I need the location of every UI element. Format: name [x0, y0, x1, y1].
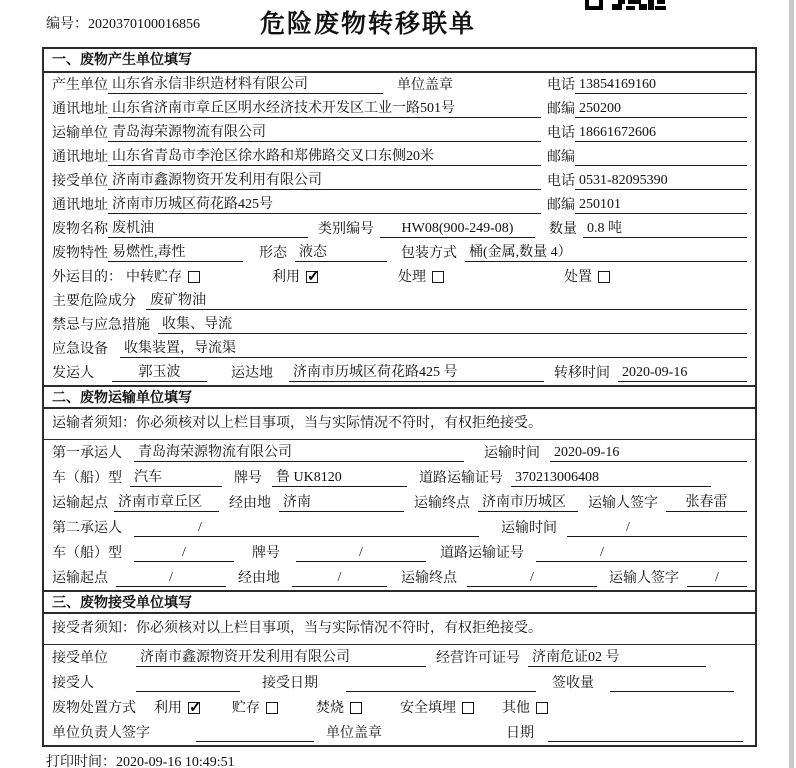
- section3-header: 三、废物接受单位填写: [44, 590, 755, 614]
- receiver-zip-value: 250101: [575, 197, 747, 214]
- carrier-sign-label: 运输人签字: [588, 496, 658, 511]
- transfer-storage-checkbox: [188, 271, 200, 283]
- packaging-label: 包装方式: [401, 246, 457, 261]
- disposal-storage-checkbox: [266, 702, 278, 714]
- vehicle-type-label: 车（船）型: [52, 546, 122, 561]
- plate-label: 牌号: [234, 471, 262, 486]
- second-carrier-label: 第二承运人: [52, 521, 122, 536]
- category-value: HW08(900-249-08): [380, 221, 535, 238]
- disposal-option-landfill: [362, 697, 474, 717]
- license-value: 济南危证02 号: [528, 646, 706, 667]
- category-label: 类别编号: [318, 222, 374, 237]
- serial-number: 2020370100016856: [88, 17, 200, 32]
- carrier-sign-label: 运输人签字: [609, 571, 679, 586]
- disposal-option-label: 贮存: [232, 701, 260, 716]
- transfer-time-value: 2020-09-16: [618, 365, 747, 382]
- receiver-phone-value: 0531-82095390: [575, 173, 747, 190]
- utilize-checkbox: [306, 271, 318, 283]
- qr-code-partial: [585, 0, 669, 11]
- transporter-notice: 运输者须知：你必须核对以上栏目事项，当与实际情况不符时，有权拒绝接受。: [44, 409, 755, 440]
- row-disposal-method: [44, 695, 755, 720]
- first-carrier-time-value: 2020-09-16: [550, 445, 747, 462]
- manifest-form: [42, 47, 757, 747]
- disposal-incinerate-checkbox: [350, 702, 362, 714]
- producer-label: 产生单位: [52, 78, 108, 93]
- road-permit-label: 道路运输证号: [440, 546, 524, 561]
- carrier-sign-value: 张春雷: [666, 491, 747, 512]
- phone-label: 电话: [547, 78, 575, 93]
- second-carrier-value: /: [134, 520, 479, 537]
- transport-time-label: 运输时间: [501, 521, 557, 536]
- end-label: 运输终点: [414, 496, 470, 511]
- received-qty-value: [610, 675, 734, 692]
- date-value: [548, 725, 743, 742]
- row-hazard-components: [44, 289, 755, 313]
- plate-label: 牌号: [252, 546, 280, 561]
- row-emergency-equipment: [44, 337, 755, 361]
- section1-header: 一、废物产生单位填写: [44, 49, 755, 73]
- accept-unit-label: 接受单位: [52, 651, 108, 666]
- acceptor-label: 接受人: [52, 676, 94, 691]
- seal-label: 单位盖章: [397, 78, 453, 93]
- shipper-value: 郭玉波: [112, 361, 207, 382]
- row-transporter: [44, 121, 755, 145]
- address-label: 通讯地址: [52, 150, 108, 165]
- row-responsible-sign: [44, 720, 755, 745]
- via-value: 济南: [279, 491, 404, 512]
- purpose-option-label: 处理: [398, 270, 426, 285]
- producer-value: 山东省永信非织造材料有限公司: [108, 73, 383, 94]
- row-producer-address: [44, 97, 755, 121]
- waste-name-value: 废机油: [108, 217, 308, 238]
- quantity-value: 0.8 吨: [583, 217, 747, 238]
- row-route-2: [44, 565, 755, 590]
- row-route-1: [44, 490, 755, 515]
- road-permit-label: 道路运输证号: [419, 471, 503, 486]
- disposal-option-label: 焚烧: [316, 701, 344, 716]
- plate-value-2: /: [296, 545, 426, 562]
- transporter-address-value: 山东省青岛市李沧区徐水路和郑佛路交叉口东侧20米: [108, 145, 541, 166]
- shipper-label: 发运人: [52, 366, 94, 381]
- print-time-label: 打印时间：: [46, 755, 116, 768]
- transporter-label: 运输单位: [52, 126, 108, 141]
- address-label: 通讯地址: [52, 198, 108, 213]
- accept-date-value: [346, 675, 536, 692]
- date-label: 日期: [506, 726, 534, 741]
- print-time-line: [46, 751, 235, 768]
- second-carrier-time-value: /: [567, 520, 747, 537]
- purpose-option-label: 中转贮存: [126, 270, 182, 285]
- serial-label: 编号：: [46, 17, 88, 32]
- disposal-option-label: 利用: [154, 701, 182, 716]
- received-qty-label: 签收量: [552, 676, 594, 691]
- disposal-option-incinerate: [278, 697, 362, 717]
- unit-seal-label: 单位盖章: [326, 726, 382, 741]
- row-acceptor: [44, 670, 755, 695]
- section2-header: 二、废物运输单位填写: [44, 385, 755, 409]
- transporter-value: 青岛海荣源物流有限公司: [108, 121, 541, 142]
- row-waste-name: [44, 217, 755, 241]
- row-producer: [44, 73, 755, 97]
- row-transport-purpose: [44, 265, 755, 289]
- producer-phone-value: 13854169160: [575, 77, 747, 94]
- road-permit-value: 370213006408: [511, 470, 711, 487]
- row-waste-characteristics: [44, 241, 755, 265]
- responsible-sign-label: 单位负责人签字: [52, 726, 150, 741]
- origin-label: 运输起点: [52, 571, 108, 586]
- quantity-label: 数量: [549, 222, 577, 237]
- transporter-phone-value: 18661672606: [575, 125, 747, 142]
- packaging-value: 桶(金属,数量 4）: [465, 241, 747, 262]
- phone-label: 电话: [547, 174, 575, 189]
- contraindication-label: 禁忌与应急措施: [52, 318, 150, 333]
- vehicle-type-value: 汽车: [130, 466, 222, 487]
- accept-unit-value: 济南市鑫源物资开发利用有限公司: [136, 646, 426, 667]
- end-label: 运输终点: [401, 571, 457, 586]
- purpose-option-label: 处置: [564, 270, 592, 285]
- end-value-2: /: [467, 570, 597, 587]
- form-value: 液态: [295, 241, 387, 262]
- vehicle-type-label: 车（船）型: [52, 471, 122, 486]
- receiver-value: 济南市鑫源物资开发利用有限公司: [108, 169, 541, 190]
- print-time-value: 2020-09-16 10:49:51: [116, 755, 235, 768]
- receiver-address-value: 济南市历城区荷花路425号: [108, 193, 541, 214]
- disposal-option-utilize: [136, 697, 200, 717]
- form-label: 形态: [259, 246, 287, 261]
- via-label: 经由地: [229, 496, 271, 511]
- row-accept-unit: [44, 645, 755, 670]
- carrier-sign-value-2: /: [687, 570, 747, 587]
- row-shipper: [44, 361, 755, 385]
- responsible-sign-value: [196, 725, 314, 742]
- destination-label: 运达地: [231, 366, 273, 381]
- plate-value: 鲁 UK8120: [272, 466, 407, 487]
- purpose-option-label: 利用: [272, 270, 300, 285]
- purpose-option-treat: [318, 266, 444, 286]
- disposal-option-label: 其他: [502, 701, 530, 716]
- row-vehicle-2: [44, 540, 755, 565]
- hazard-label: 主要危险成分: [52, 294, 136, 309]
- row-receiver: [44, 169, 755, 193]
- transporter-zip-value: [575, 149, 747, 166]
- receiver-notice: 接受者须知：你必须核对以上栏目事项，当与实际情况不符时，有权拒绝接受。: [44, 614, 755, 645]
- disposal-option-label: 安全填埋: [400, 701, 456, 716]
- row-receiver-address: [44, 193, 755, 217]
- disposal-landfill-checkbox: [462, 702, 474, 714]
- row-second-carrier: [44, 515, 755, 540]
- purpose-option-utilize: [200, 266, 318, 286]
- vehicle-type-value-2: /: [134, 545, 234, 562]
- characteristics-value: 易燃性,毒性: [108, 241, 243, 262]
- disposal-label: 废物处置方式: [52, 701, 136, 716]
- phone-label: 电话: [547, 126, 575, 141]
- end-value: 济南市历城区: [478, 491, 578, 512]
- transport-time-label: 运输时间: [484, 446, 540, 461]
- purpose-label: 外运目的：: [52, 270, 122, 285]
- license-label: 经营许可证号: [436, 651, 520, 666]
- disposal-utilize-checkbox: [188, 702, 200, 714]
- address-label: 通讯地址: [52, 102, 108, 117]
- first-carrier-label: 第一承运人: [52, 446, 122, 461]
- row-transporter-address: [44, 145, 755, 169]
- first-carrier-value: 青岛海荣源物流有限公司: [134, 441, 464, 462]
- origin-value-2: /: [116, 570, 226, 587]
- row-contraindication: [44, 313, 755, 337]
- disposal-other-checkbox: [536, 702, 548, 714]
- accept-date-label: 接受日期: [262, 676, 318, 691]
- equipment-value: 收集装置，导流渠: [120, 337, 747, 358]
- acceptor-value: [136, 675, 240, 692]
- row-first-carrier: [44, 440, 755, 465]
- contraindication-value: 收集、导流: [158, 313, 747, 334]
- characteristics-label: 废物特性: [52, 246, 108, 261]
- destination-value: 济南市历城区荷花路425 号: [289, 361, 544, 382]
- zip-label: 邮编: [547, 198, 575, 213]
- purpose-option-transfer-storage: [122, 266, 200, 286]
- purpose-option-dispose: [444, 266, 610, 286]
- right-edge-strip: [789, 0, 794, 768]
- receiver-label: 接受单位: [52, 174, 108, 189]
- road-permit-value-2: /: [536, 545, 747, 562]
- zip-label: 邮编: [547, 150, 575, 165]
- page-title: 危险废物转移联单: [259, 11, 476, 38]
- transfer-time-label: 转移时间: [554, 366, 610, 381]
- equipment-label: 应急设备: [52, 342, 108, 357]
- producer-address-value: 山东省济南市章丘区明水经济技术开发区工业一路501号: [108, 97, 541, 118]
- zip-label: 邮编: [547, 102, 575, 117]
- via-value-2: /: [292, 570, 387, 587]
- row-vehicle-1: [44, 465, 755, 490]
- origin-value: 济南市章丘区: [114, 491, 219, 512]
- dispose-checkbox: [598, 271, 610, 283]
- origin-label: 运输起点: [52, 496, 108, 511]
- disposal-option-storage: [200, 697, 278, 717]
- treat-checkbox: [432, 271, 444, 283]
- producer-zip-value: 250200: [575, 101, 747, 118]
- disposal-option-other: [474, 697, 548, 717]
- waste-name-label: 废物名称: [52, 222, 108, 237]
- hazard-value: 废矿物油: [146, 289, 747, 310]
- via-label: 经由地: [238, 571, 280, 586]
